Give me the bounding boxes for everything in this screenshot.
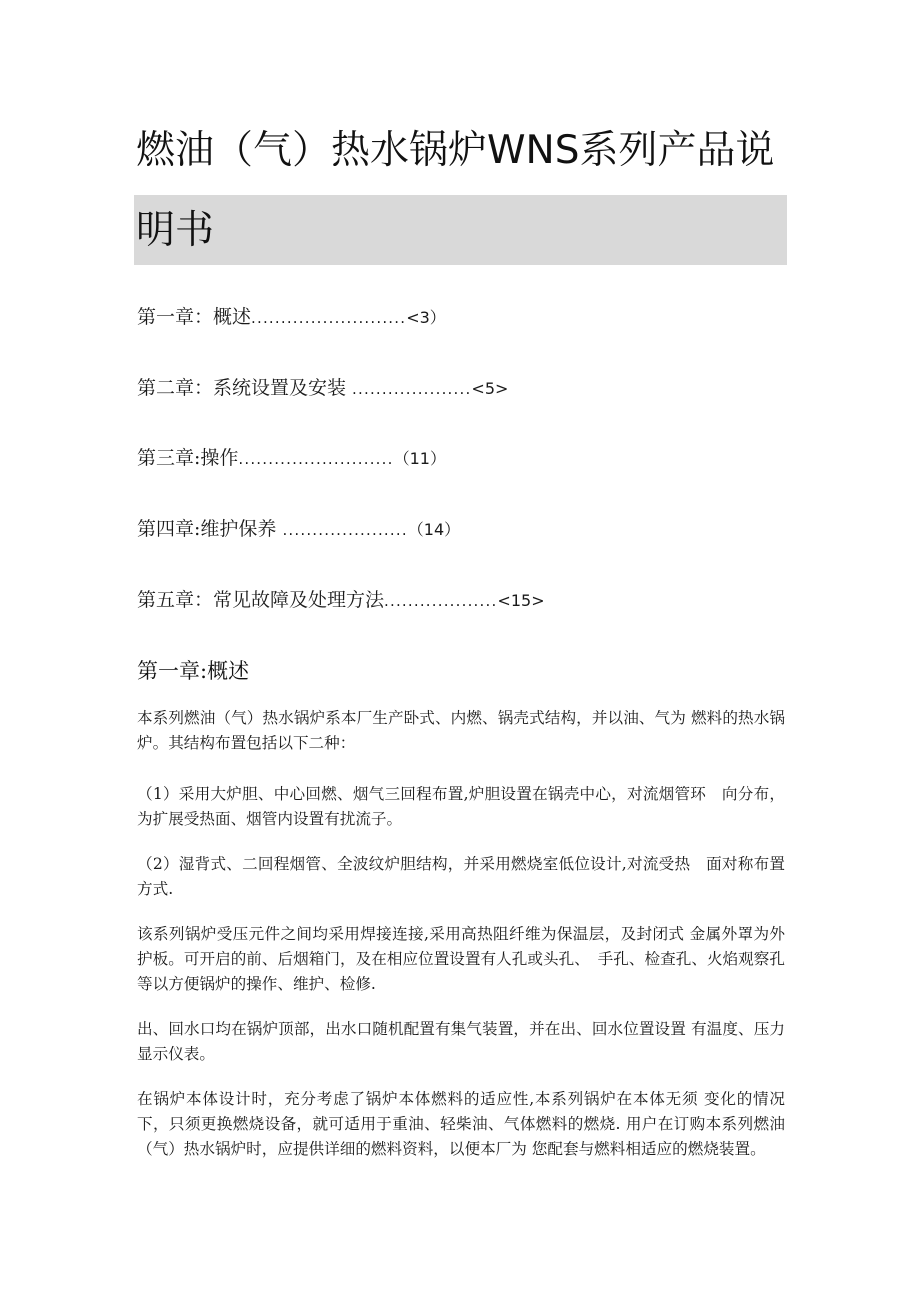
toc-leader-dots: ..................... <box>282 521 408 539</box>
toc-page-number: <3） <box>406 308 446 327</box>
toc-entry-label: 第五章：常见故障及处理方法 <box>137 589 385 611</box>
toc-entry-chapter-3[interactable] <box>137 441 446 475</box>
toc-leader-dots: .................... <box>352 380 472 398</box>
toc-entry-chapter-2[interactable] <box>137 371 508 405</box>
chapter-heading: 第一章:概述 <box>137 659 250 683</box>
toc-leader-dots: ................... <box>384 592 498 610</box>
paragraph-structure-2: （2）湿背式、二回程烟管、全波纹炉胆结构，并采用燃烧室低位设计,对流受热 面对称布置方式. <box>137 855 785 898</box>
title-highlight-band <box>134 195 787 265</box>
paragraph-intro: 本系列燃油（气）热水锅炉系本厂生产卧式、内燃、锅壳式结构，并以油、气为 燃料的热水锅炉。其结构布置包括以下二种： <box>137 709 785 752</box>
toc-entry-label: 第一章：概述 <box>137 306 252 328</box>
toc-page-number: <5> <box>471 379 509 398</box>
toc-leader-dots: .......................... <box>251 309 407 327</box>
document-title-line-2: 明书 <box>136 208 215 253</box>
toc-entry-label: 第四章:维护保养 <box>137 518 283 540</box>
paragraph-water-outlets: 出、回水口均在锅炉顶部，出水口随机配置有集气装置，并在出、回水位置设置 有温度、压力显示仪表。 <box>137 1020 785 1063</box>
toc-entry-label: 第三章:操作 <box>137 447 239 469</box>
paragraph-pressure-parts: 该系列锅炉受压元件之间均采用焊接连接,采用高热阻纤维为保温层，及封闭式 金属外罩为外护板。可开启的前、后烟箱门，及在相应位置设置有人孔或头孔、 手孔、检查孔、火焰观察孔等以方便锅炉的操作、维护、检修. <box>137 925 785 993</box>
toc-entry-label: 第二章：系统设置及安装 <box>137 377 353 399</box>
document-title-line-1: 燃油（气）热水锅炉WNS系列产品说 <box>136 128 775 173</box>
toc-entry-chapter-1[interactable] <box>137 300 446 334</box>
toc-entry-chapter-5[interactable] <box>137 583 545 617</box>
toc-entry-chapter-4[interactable] <box>137 512 460 546</box>
paragraph-structure-1: （1）采用大炉胆、中心回燃、烟气三回程布置,炉胆设置在锅壳中心，对流烟管环 向分布，为扩展受热面、烟管内设置有扰流子。 <box>137 785 785 828</box>
toc-leader-dots: .......................... <box>238 450 394 468</box>
toc-page-number: （14） <box>407 520 461 539</box>
toc-page-number: <15> <box>497 591 545 610</box>
toc-page-number: （11） <box>393 449 446 468</box>
paragraph-fuel-adaptability: 在锅炉本体设计时，充分考虑了锅炉本体燃料的适应性,本系列锅炉在本体无须 变化的情况下，只须更换燃烧设备，就可适用于重油、轻柴油、气体燃料的燃烧. 用户在订购本系列燃油（气）热水锅炉时，应提供详细的燃料资料，以便本厂为 您配套与燃料相适应的燃烧装置。 <box>137 1090 785 1158</box>
